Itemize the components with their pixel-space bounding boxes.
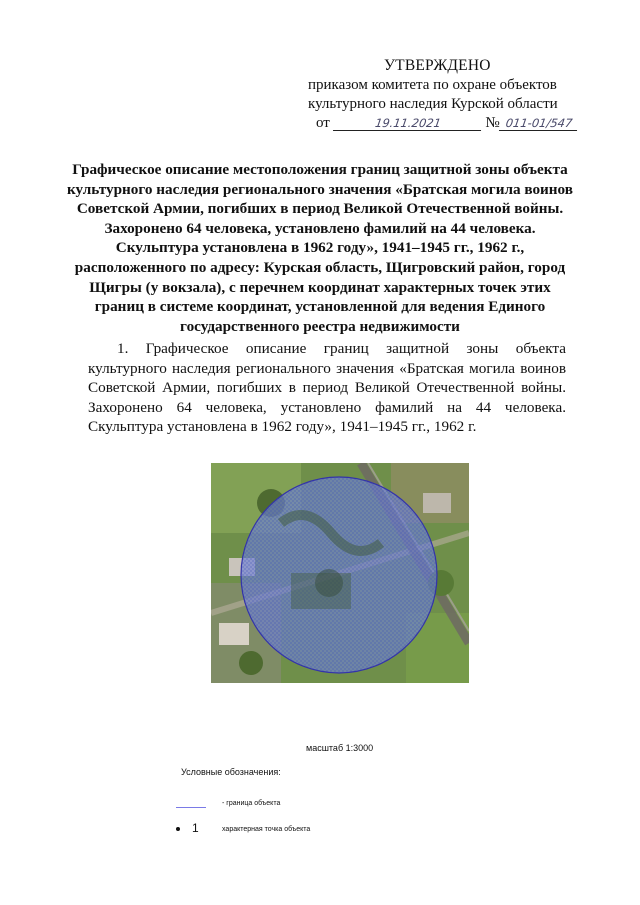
approval-date: 19.11.2021 [333,116,483,131]
approval-line-1: приказом комитета по охране объектов [308,77,557,93]
approval-date-number-line [316,114,578,133]
section-1-paragraph: 1. Графическое описание границ защитной зоны объекта культурного наследия регионального значения «Братская могила воинов Советской Армии, погибших в период Великой Отечественной войны. Захоронено 64 человека, установлено фамилий на 44 человека. Скульптура установлена в 1962 году», 1941–1945 гг., 1962 г. [88,340,566,436]
map-image [211,463,469,683]
legend-title: Условные обозначения: [181,767,281,777]
number-prefix: № [485,115,500,131]
approval-number: 011-01/547 [499,116,579,131]
document-heading: Графическое описание местоположения границ защитной зоны объекта культурного наследия регионального значения «Братская могила воинов Советской Армии, погибших в период Великой Отечественной войны. Захоронено 64 человека, установлено фамилий на 44 человека. Скульптура установлена в 1962 году», 1941–1945 гг., 1962 г., расположенного по адресу: Курская область, Щигровский район, город Щигры (у вокзала), с перечнем координат характерных точек этих границ в системе координат, установленной для ведения Единого государственного реестра недвижимости [67,161,573,335]
approval-line-2: культурного наследия Курской области [308,96,558,112]
point-legend-label: характерная точка объекта [222,826,311,833]
boundary-legend-symbol [176,807,206,808]
date-prefix: от [316,115,330,131]
boundary-legend-label: - граница объекта [222,800,281,807]
map-scale: масштаб 1:3000 [306,743,374,753]
point-legend-dot [176,827,180,831]
satellite-map [211,463,469,683]
approval-title: УТВЕРЖДЕНО [384,57,491,74]
point-legend-number: 1 [192,821,199,835]
